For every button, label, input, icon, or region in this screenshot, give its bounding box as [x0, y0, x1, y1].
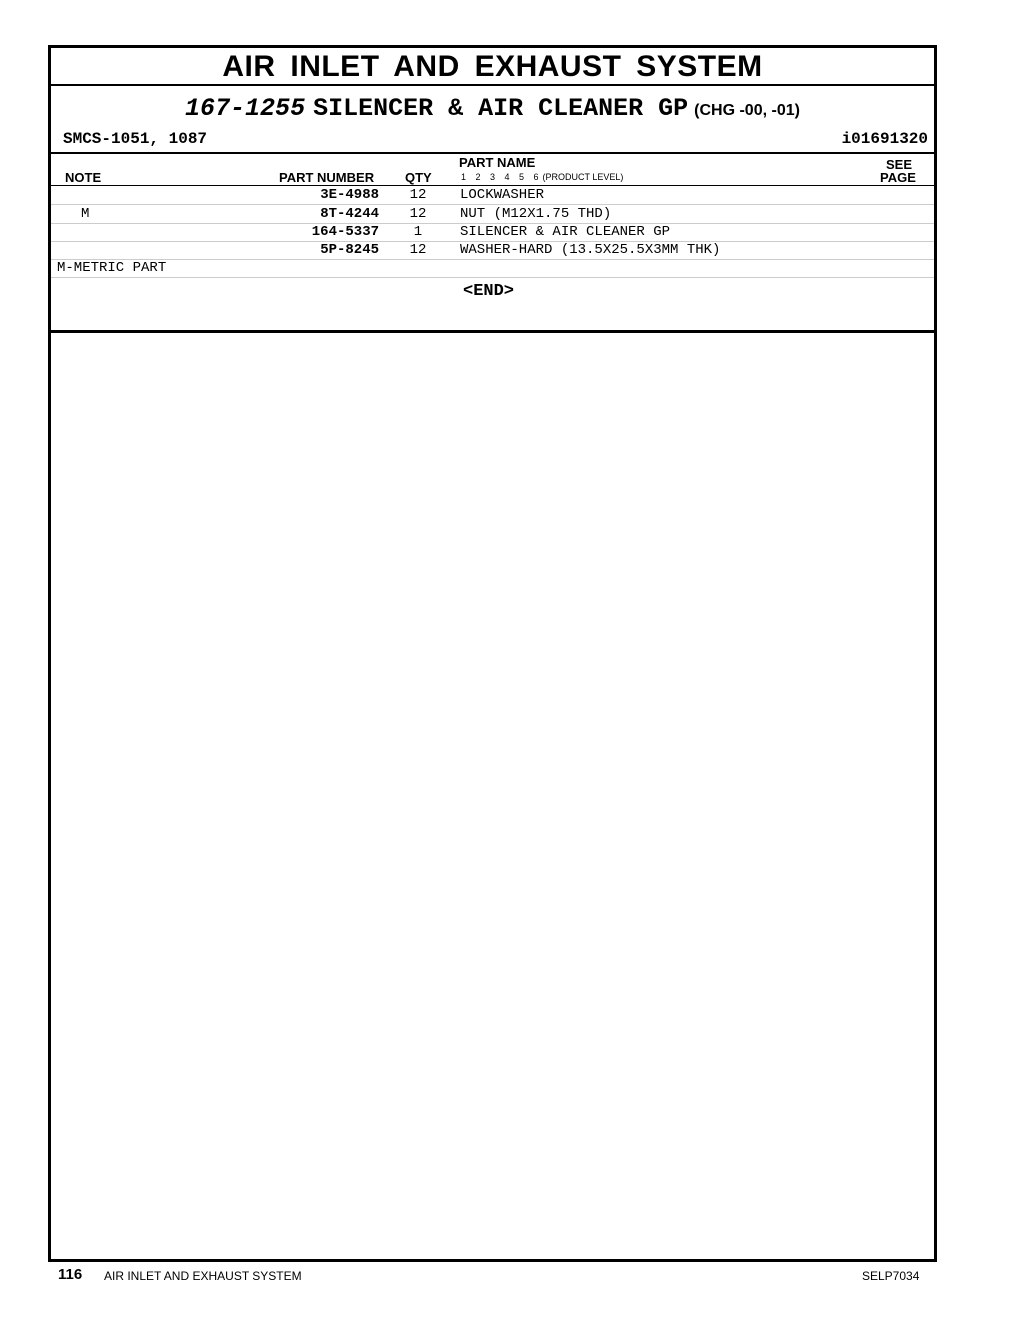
- group-heading: [51, 94, 934, 123]
- column-header-part-number: PART NUMBER: [279, 170, 375, 185]
- header-divider: [51, 152, 934, 154]
- row-qty: 12: [409, 187, 427, 203]
- table-row: [51, 223, 934, 242]
- section-divider: [51, 330, 934, 333]
- row-part-name: WASHER-HARD (13.5X25.5X3MM THK): [460, 242, 721, 258]
- group-change-level: (CHG -00, -01): [694, 102, 800, 119]
- group-name: SILENCER & AIR CLEANER GP: [313, 94, 689, 123]
- footnote-divider: [51, 277, 934, 278]
- product-level-numbers: 1 2 3 4 5 6: [461, 172, 539, 182]
- row-part-number: 8T-4244: [320, 206, 379, 222]
- page-title: AIR INLET AND EXHAUST SYSTEM: [222, 50, 763, 83]
- row-qty: 12: [409, 242, 427, 258]
- page-frame: [48, 45, 937, 1262]
- row-part-name: SILENCER & AIR CLEANER GP: [460, 224, 671, 240]
- column-header-note: NOTE: [65, 170, 102, 185]
- row-qty: 1: [413, 224, 423, 240]
- column-header-part-name: PART NAME: [459, 155, 536, 170]
- table-row: [51, 186, 934, 205]
- row-part-number: 5P-8245: [320, 242, 379, 258]
- end-marker: <END>: [463, 282, 515, 301]
- group-number: 167-1255: [185, 94, 306, 123]
- column-header-product-levels: [461, 172, 623, 182]
- metric-footnote: M-METRIC PART: [57, 260, 167, 276]
- title-bar: [51, 48, 934, 86]
- table-row: [51, 205, 934, 224]
- footer-document-id: SELP7034: [862, 1269, 920, 1283]
- product-level-label: (PRODUCT LEVEL): [542, 172, 624, 182]
- illustration-id: i01691320: [841, 130, 928, 148]
- row-note: M: [81, 206, 90, 222]
- footer-section-title: AIR INLET AND EXHAUST SYSTEM: [104, 1269, 302, 1283]
- row-part-name: LOCKWASHER: [460, 187, 545, 203]
- column-header-page: PAGE: [880, 170, 916, 185]
- row-qty: 12: [409, 206, 427, 222]
- smcs-code: SMCS-1051, 1087: [63, 130, 208, 148]
- row-part-number: 3E-4988: [320, 187, 379, 203]
- column-header-qty: QTY: [405, 170, 432, 185]
- footer-page-number: 116: [58, 1266, 83, 1283]
- row-part-name: NUT (M12X1.75 THD): [460, 206, 612, 222]
- row-part-number: 164-5337: [311, 224, 379, 240]
- table-row: [51, 241, 934, 260]
- column-header-see: SEE: [886, 157, 913, 172]
